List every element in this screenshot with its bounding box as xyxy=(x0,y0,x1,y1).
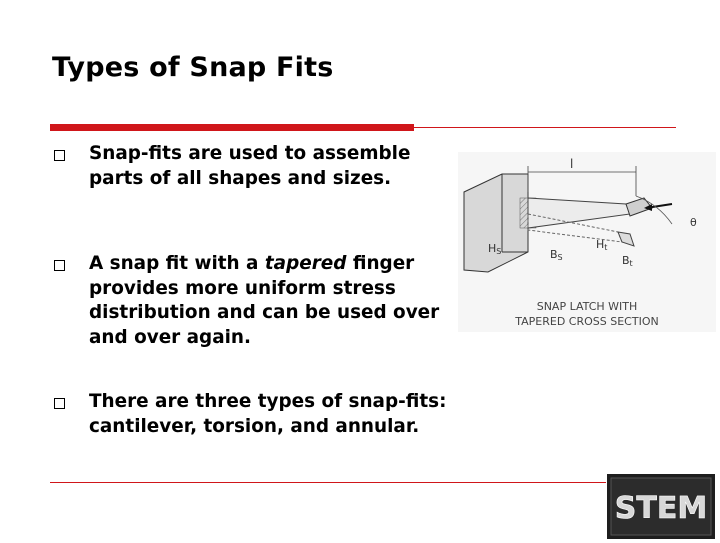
bullet-text: There are three types of snap-fits: cantilever, torsion, and annular. xyxy=(89,391,447,437)
bt-label: Bt xyxy=(622,254,633,268)
stem-logo xyxy=(607,474,715,539)
snap-latch-diagram xyxy=(458,152,716,332)
page-title: Types of Snap Fits xyxy=(52,52,334,83)
figure-caption-line2: TAPERED CROSS SECTION xyxy=(515,315,659,328)
bullet-text-emphasis: tapered xyxy=(264,253,347,274)
ht-label: Ht xyxy=(596,238,608,252)
tapered-finger xyxy=(528,198,630,228)
bs-label: BS xyxy=(550,248,563,262)
hs-label: HS xyxy=(488,242,502,256)
length-label: l xyxy=(570,157,574,171)
title-underline-thin xyxy=(414,127,676,128)
base-wall xyxy=(464,174,528,272)
bullet-text xyxy=(89,252,455,350)
stem-logo-graphic xyxy=(607,474,715,539)
square-bullet-icon xyxy=(54,150,65,161)
stem-logo-text: STEM xyxy=(614,491,708,526)
bullet-text-pre: A snap fit with a xyxy=(89,253,265,274)
square-bullet-icon xyxy=(54,398,65,409)
footer-rule xyxy=(50,482,606,483)
figure-caption-line1: SNAP LATCH WITH xyxy=(536,300,638,313)
bullet-text-post: finger provides more uniform stress distribution and can be used over and over again. xyxy=(89,253,440,348)
bullet-text: Snap-fits are used to assemble parts of all shapes and sizes. xyxy=(89,143,411,189)
snap-latch-figure xyxy=(458,152,716,332)
title-underline-bar xyxy=(50,124,414,131)
angle-label: θ xyxy=(690,216,697,229)
square-bullet-icon xyxy=(54,260,65,271)
